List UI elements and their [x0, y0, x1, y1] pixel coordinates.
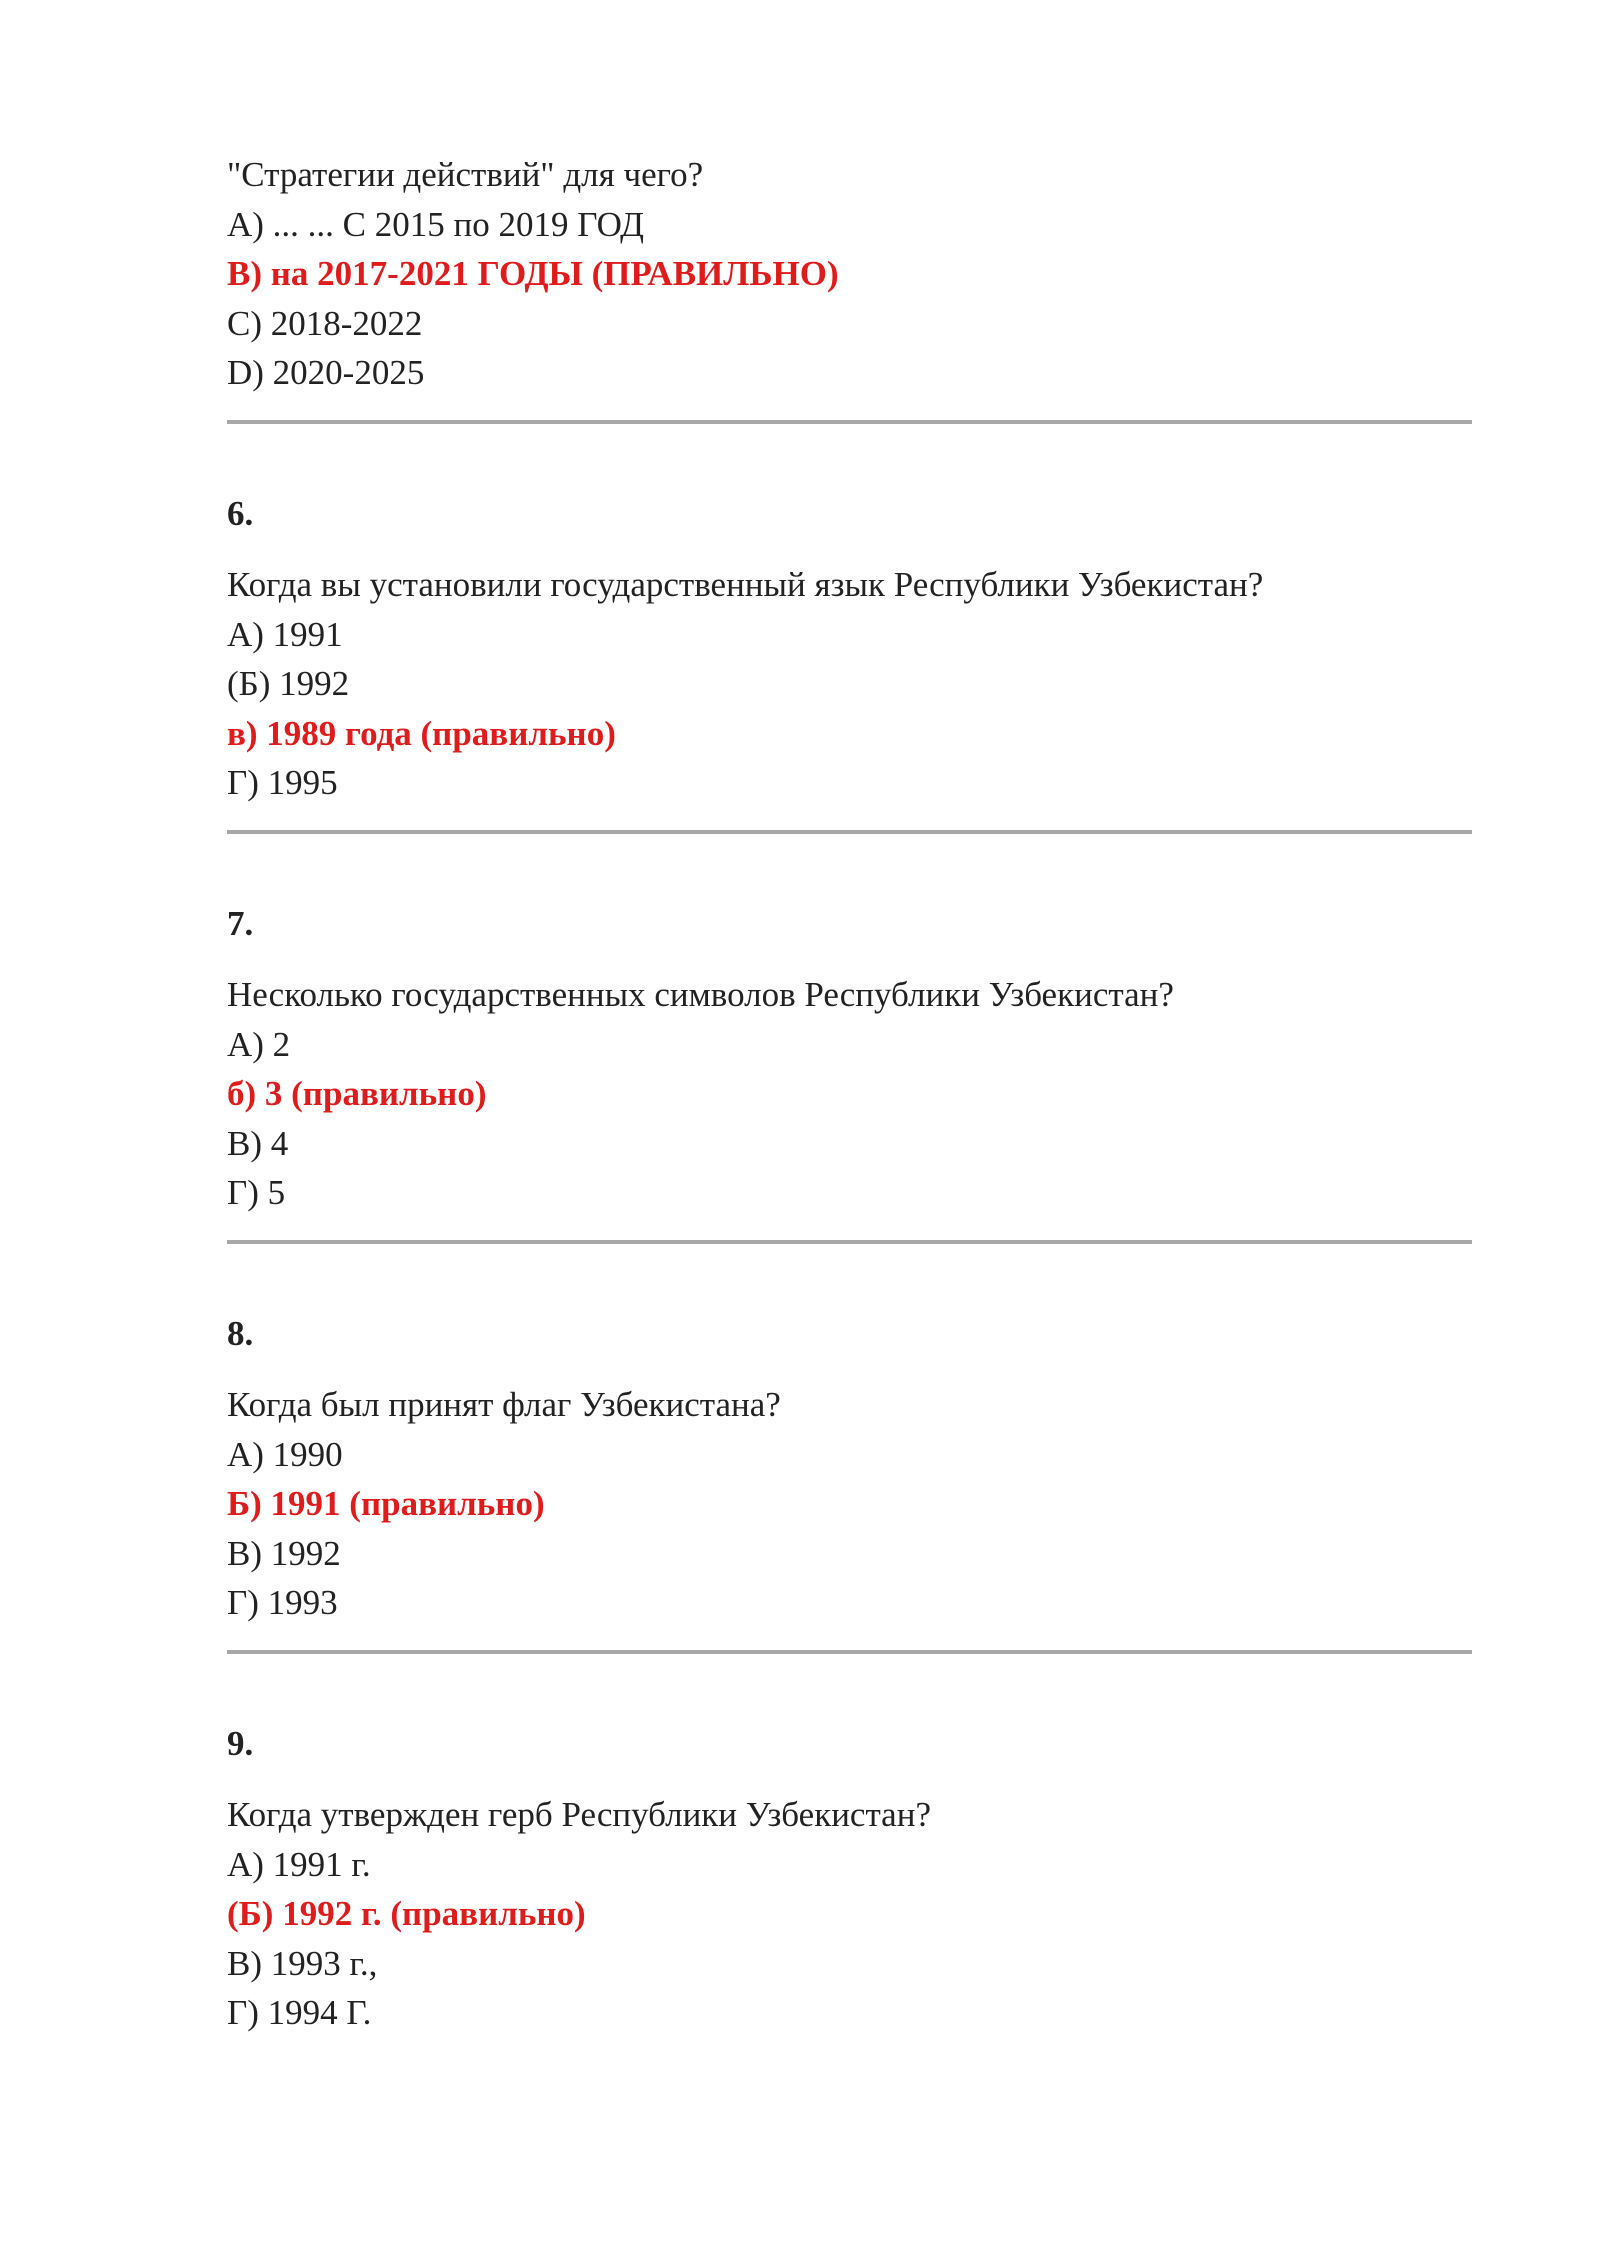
question-text: Когда был принят флаг Узбекистана? [227, 1385, 781, 1424]
answer-option-d: Г) 1994 Г. [227, 1993, 372, 2032]
question-text: "Стратегии действий" для чего? [227, 155, 704, 194]
question-number: 6. [227, 493, 254, 533]
answer-option-c: C) 2018-2022 [227, 303, 423, 343]
answer-option-b-correct: б) 3 (правильно) [227, 1074, 487, 1113]
separator-line [227, 1240, 1472, 1244]
answer-option-d: Г) 1995 [227, 763, 338, 802]
answer-option-c: B) 1993 г., [227, 1943, 378, 1983]
question-number: 7. [227, 903, 254, 943]
answer-option-c: B) 4 [227, 1123, 289, 1163]
separator-line [227, 830, 1472, 834]
question-block-5 [227, 150, 1472, 398]
answer-option-a: A) 1990 [227, 1434, 343, 1474]
question-block-8 [227, 1309, 1472, 1628]
answer-option-a: A) ... ... С 2015 по 2019 ГОД [227, 204, 645, 244]
answer-option-a: A) 1991 [227, 614, 343, 654]
separator-line [227, 420, 1472, 424]
answer-option-c: B) 1992 [227, 1533, 341, 1573]
answer-option-c-correct: в) 1989 года (правильно) [227, 713, 616, 753]
question-text: Когда утвержден герб Республики Узбекистан? [227, 1795, 931, 1834]
separator-line [227, 1650, 1472, 1654]
question-block-7 [227, 899, 1472, 1218]
answer-option-d: Г) 5 [227, 1173, 286, 1212]
answer-option-b-correct: (Б) 1992 г. (правильно) [227, 1894, 586, 1933]
answer-option-d: Г) 1993 [227, 1583, 338, 1622]
answer-option-d: D) 2020-2025 [227, 353, 425, 392]
answer-option-b-correct: Б) 1991 (правильно) [227, 1484, 545, 1523]
answer-option-b: (Б) 1992 [227, 664, 350, 703]
question-number: 8. [227, 1313, 254, 1353]
question-text: Несколько государственных символов Республики Узбекистан? [227, 975, 1174, 1014]
question-block-6 [227, 489, 1472, 808]
answer-option-a: A) 1991 г. [227, 1844, 371, 1884]
document-page [227, 150, 1472, 2038]
answer-option-b-correct: B) на 2017-2021 ГОДЫ (ПРАВИЛЬНО) [227, 254, 839, 293]
question-text: Когда вы установили государственный язык Республики Узбекистан? [227, 565, 1264, 604]
answer-option-a: A) 2 [227, 1024, 291, 1064]
question-number: 9. [227, 1723, 254, 1763]
question-block-9 [227, 1719, 1472, 2038]
